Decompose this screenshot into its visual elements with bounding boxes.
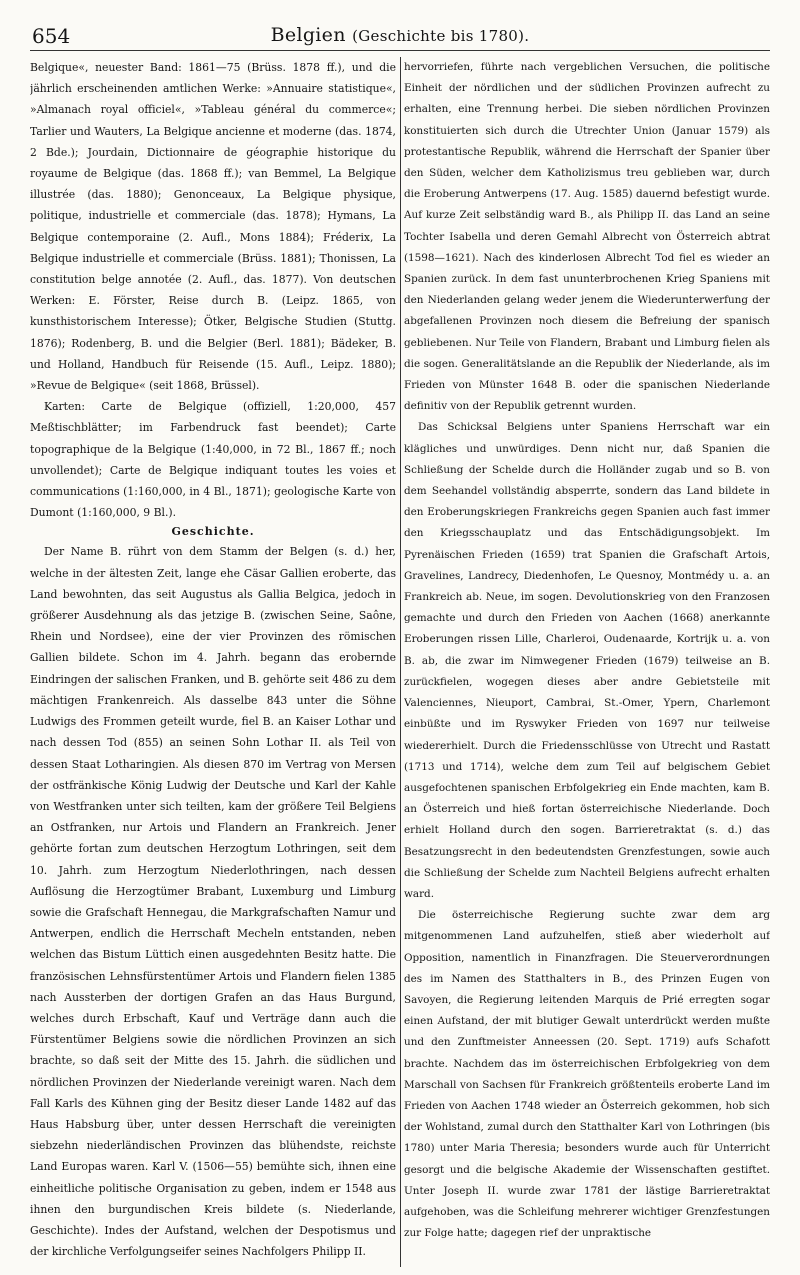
left-column bbox=[30, 57, 396, 1267]
paragraph-separation: hervorriefen, führte nach vergeblichen Versuchen, die politische Einheit der nördlichen und der südlichen Provinzen aufrecht zu erhalten, eine Trennung herbei. Die sieben nördlichen Provinzen konstituierten sich durch die Utrechter Union (Januar 1579) als protestantische Republik, während die Herrschaft der Spanier über den Süden, welcher dem Katholizismus treu geblieben war, durch die Eroberung Antwerpens (17. Aug. 1585) dauernd befestigt wurde. Auf kurze Zeit selbständig ward B., als Philipp II. das Land an seine Tochter Isabella und deren Gemahl Albrecht von Österreich abtrat (1598—1621). Nach des kinderlosen Albrecht Tod fiel es wieder an Spanien zurück. In dem fast ununterbrochenen Krieg Spaniens mit den Niederlanden gelang weder jenem die Wiederunterwerfung der abgefallenen Provinzen noch diesem die Befreiung der spanisch gebliebenen. Nur Teile von Flandern, Brabant und Limburg fielen als die sogen. Generalitätslande an die Republik der Niederlande, als im Frieden von Münster 1648 B. oder die spanischen Niederlande definitiv von der Republik getrennt wurden. bbox=[404, 61, 770, 413]
running-title bbox=[30, 24, 770, 46]
right-column bbox=[404, 57, 770, 1267]
paragraph-literature: Belgique«, neuester Band: 1861—75 (Brüss. 1878 ff.), und die jährlich erscheinenden amtlichen Werke: »Annuaire statistique«, »Almanach royal officiel«, »Tableau général du commerce«; Tarlier und Wauters, La Belgique ancienne et moderne (das. 1874, 2 Bde.); Jourdain, Dictionnaire de géographie historique du royaume de Belgique (das. 1868 ff.); van Bemmel, La Belgique illustrée (das. 1880); Genonceaux, La Belgique physique, politique, industrielle et commerciale (das. 1878); Hymans, La Belgique contemporaine (2. Aufl., Mons 1884); Fréderix, La Belgique industrielle et commerciale (Brüss. 1881); Thonissen, La constitution belge annotée (2. Aufl., das. 1877). Von deutschen Werken: E. Förster, Reise durch B. (Leipz. 1865, von kunsthistorischem Interesse); Ötker, Belgische Studien (Stuttg. 1876); Rodenberg, B. und die Belgier (Berl. 1881); Bädeker, B. und Holland, Handbuch für Reisende (15. Aufl., Leipz. 1880); »Revue de Belgique« (seit 1868, Brüssel). bbox=[30, 61, 396, 393]
paragraph-maps: Karten: Carte de Belgique (offiziell, 1:20,000, 457 Meßtischblätter; im Farbendruck fast beendet); Carte topographique de la Belgique (1:40,000, in 72 Bl., 1867 ff.; noch unvollendet); Carte de Belgique indiquant toutes les voies et communications (1:160,000, in 4 Bl., 1871); geologische Karte von Dumont (1:160,000, 9 Bl.). bbox=[30, 400, 396, 520]
section-heading-history: Geschichte. bbox=[171, 525, 255, 539]
paragraph-austrian-rule: Die österreichische Regierung suchte zwar dem arg mitgenommenen Land aufzuhelfen, stieß aber wiederholt auf Opposition, namentlich in Finanzfragen. Die Steuerverordnungen des im Namen des Statthalters in B., des Prinzen Eugen von Savoyen, die Regierung leitenden Marquis de Prié erregten sogar einen Aufstand, der mit blutiger Gewalt unterdrückt werden mußte und den Zunftmeister Anneessen (20. Sept. 1719) aufs Schafott brachte. Nachdem das im österreichischen Erbfolgekrieg von dem Marschall von Sachsen für Frankreich größtenteils eroberte Land im Frieden von Aachen 1748 wieder an Österreich gekommen, hob sich der Wohlstand, zumal durch den Statthalter Karl von Lothringen (bis 1780) unter Maria Theresia; besonders wurde auch für Unterricht gesorgt und die belgische Akademie der Wissenschaften gestiftet. Unter Joseph II. wurde zwar 1781 der lästige Barrieretraktat aufgehoben, was die Schleifung mehrerer wichtiger Grenzfestungen zur Folge hatte; dagegen rief der unpraktische bbox=[404, 909, 770, 1240]
running-title-sub: (Geschichte bis 1780). bbox=[352, 27, 530, 45]
page-number: 654 bbox=[32, 24, 71, 48]
page-header bbox=[30, 18, 770, 51]
text-columns bbox=[30, 57, 770, 1267]
running-title-main: Belgien bbox=[270, 24, 346, 46]
paragraph-history-origins: Der Name B. rührt von dem Stamm der Belgen (s. d.) her, welche in der ältesten Zeit, lange ehe Cäsar Gallien eroberte, das Land bewohnten, das seit Augustus als Gallia Belgica, jedoch in größerer Ausdehnung als das jetzige B. (zwischen Seine, Saône, Rhein und Nordsee), eine der vier Provinzen des römischen Gallien bildete. Schon im 4. Jahrh. begann das erobernde Eindringen der salischen Franken, und B. gehörte seit 486 zu dem mächtigen Frankenreich. Als dasselbe 843 unter die Söhne Ludwigs des Frommen geteilt wurde, fiel B. an Kaiser Lothar und nach dessen Tod (855) an seinen Sohn Lothar II. als Teil von dessen Staat Lotharingien. Als diesen 870 im Vertrag von Mersen der ostfränkische König Ludwig der Deutsche und Karl der Kahle von Westfranken unter sich teilten, kam der größere Teil Belgiens an Ostfranken, nur Artois und Flandern an Frankreich. Jener gehörte fortan zum deutschen Herzogtum Lothringen, seit dem 10. Jahrh. zum Herzogtum Niederlothringen, nach dessen Auflösung die Herzogtümer Brabant, Luxemburg und Limburg sowie die Grafschaft Hennegau, die Markgrafschaften Namur und Antwerpen, endlich die Herrschaft Mecheln entstanden, neben welchen das Bistum Lüttich einen ausgedehnten Besitz hatte. Die französischen Lehnsfürstentümer Artois und Flandern fielen 1385 nach Aussterben der dortigen Grafen an das Haus Burgund, welches durch Erbschaft, Kauf und Verträge dann auch die Fürstentümer Belgiens sowie die nördlichen Provinzen an sich brachte, so daß seit der Mitte des 15. Jahrh. die südlichen und nördlichen Provinzen der Niederlande vereinigt waren. Nach dem Fall Karls des Kühnen ging der Besitz dieser Lande 1482 auf das Haus Habsburg über, unter dessen Herrschaft die vereinigten siebzehn niederländischen Provinzen das blühendste, reichste Land Europas waren. Karl V. (1506—55) bemühte sich, ihnen eine einheitliche politische Organisation zu geben, indem er 1548 aus ihnen den burgundischen Kreis bildete (s. Niederlande, Geschichte). Indes der Aufstand, welchen der Despotismus und der kirchliche Verfolgungseifer seines Nachfolgers Philipp II. bbox=[30, 545, 396, 1259]
column-divider bbox=[400, 57, 401, 1267]
paragraph-spanish-rule: Das Schicksal Belgiens unter Spaniens Herrschaft war ein klägliches und unwürdiges. Denn nicht nur, daß Spanien die Schließung der Schelde durch die Holländer zugab und so B. von dem Seehandel vollständig absperrte, sondern das Land bildete in den Eroberungskriegen Frankreichs gegen Spanien auch fast immer den Kriegsschauplatz und das Entschädigungsobjekt. Im Pyrenäischen Frieden (1659) trat Spanien die Grafschaft Artois, Gravelines, Landrecy, Diedenhofen, Le Quesnoy, Montmédy u. a. an Frankreich ab. Neue, im sogen. Devolutionskrieg von den Franzosen gemachte und durch den Frieden von Aachen (1668) anerkannte Eroberungen rissen Lille, Charleroi, Oudenaarde, Kortrijk u. a. von B. ab, die zwar im Nimwegener Frieden (1679) teilweise an B. zurückfielen, wogegen dieses aber andre Gebietsteile mit Valenciennes, Nieuport, Cambrai, St.-Omer, Ypern, Charlemont einbüßte und im Ryswyker Frieden von 1697 nur teilweise wiedererhielt. Durch die Friedensschlüsse von Utrecht und Rastatt (1713 und 1714), welche dem zum Teil auf belgischem Gebiet ausgefochtenen spanischen Erbfolgekrieg ein Ende machten, kam B. an Österreich und hieß fortan österreichische Niederlande. Doch erhielt Holland durch den sogen. Barrieretraktat (s. d.) das Besatzungsrecht in den bedeutendsten Grenzfestungen, sowie auch die Schließung der Schelde zum Nachteil Belgiens aufrecht erhalten ward. bbox=[404, 421, 770, 900]
